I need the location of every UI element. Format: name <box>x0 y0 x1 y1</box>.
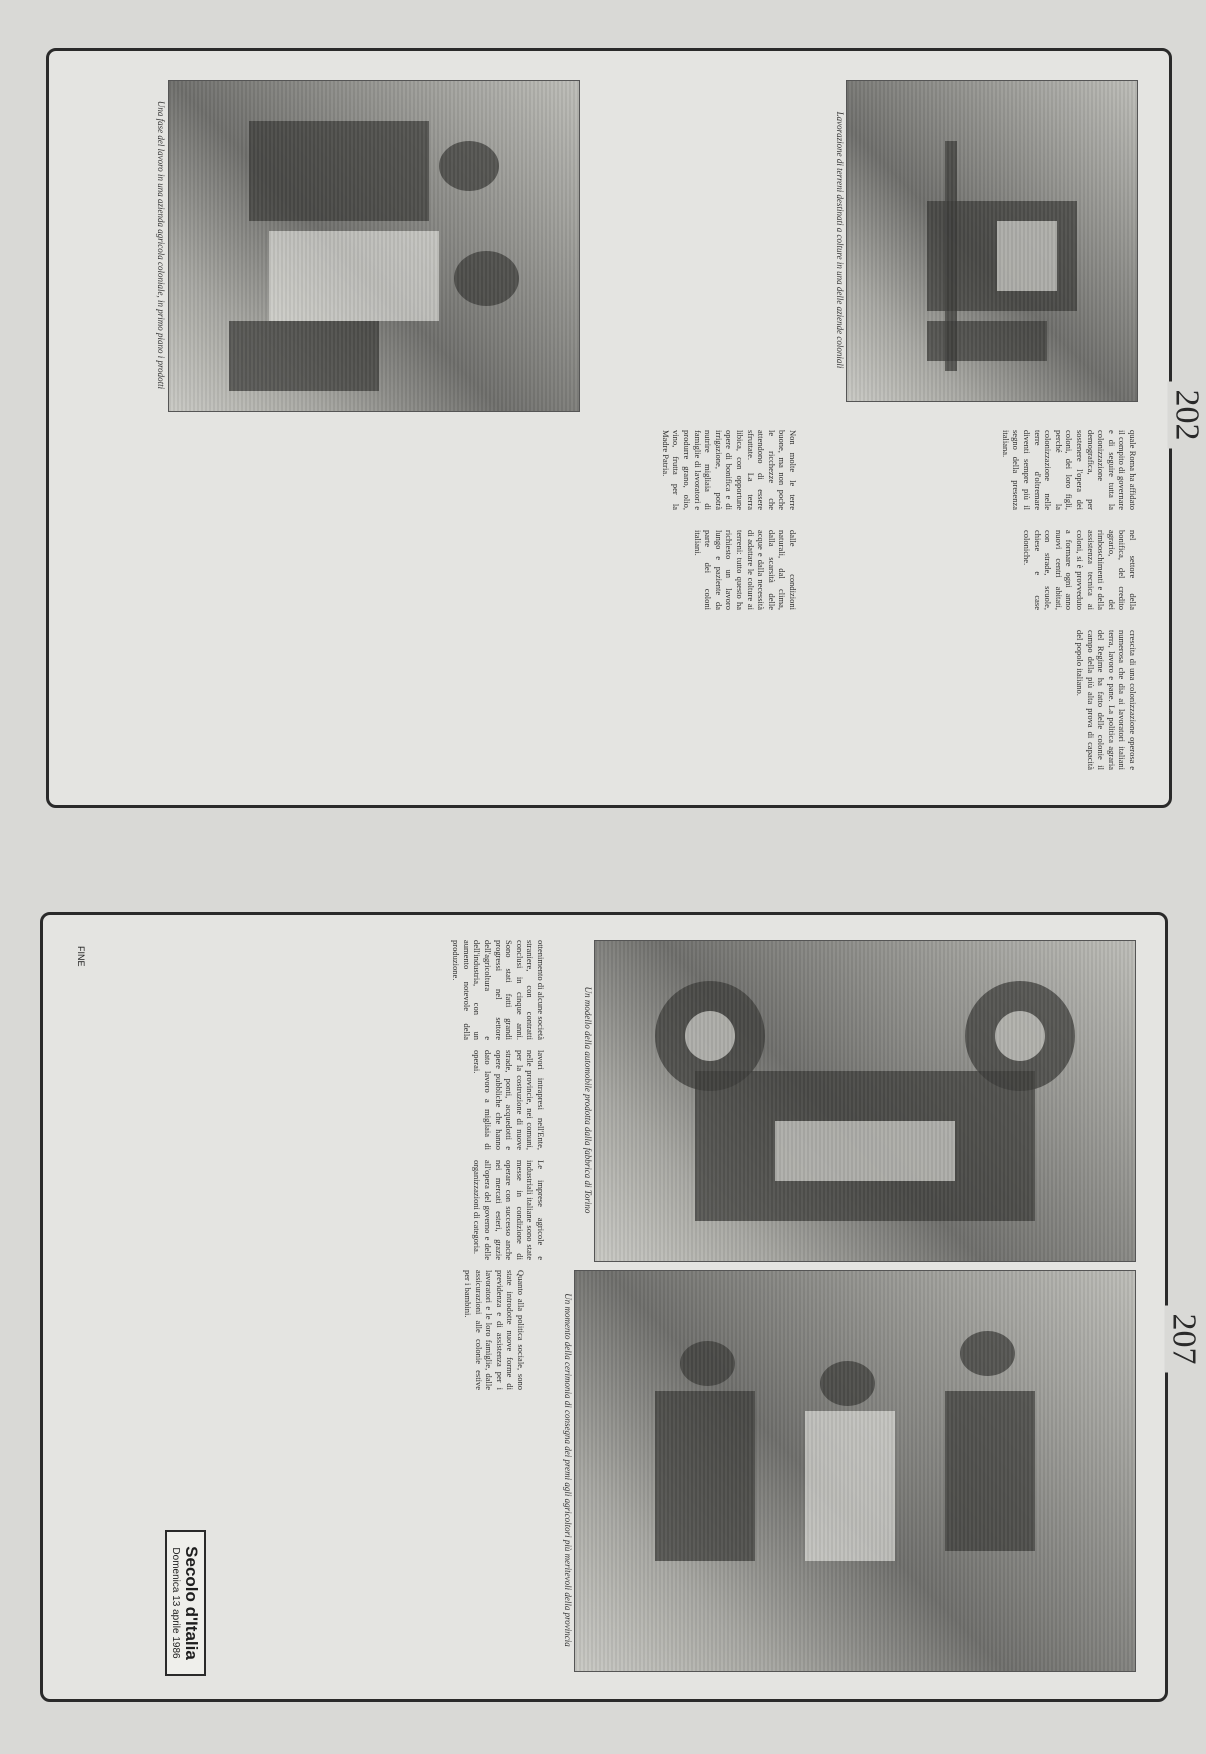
end-mark: FINE <box>76 946 86 967</box>
photo-caption-1: Lavorazione di terreni destinati a colture in una delle aziende coloniali <box>835 111 845 369</box>
page-number-207: 207 <box>1165 1306 1203 1373</box>
text-column: lavori intrapresi nell'Ente, nelle provincie, nei comuni, per la costruzione di nuove strade, ponti, acquedotti e opere pubbliche che hanno dato lavoro a migliaia di operai. <box>472 1050 546 1150</box>
photo-caption-1: Un modello della automobile prodotta dalla fabbrica di Torino <box>583 986 593 1214</box>
photo-caption-2: Un momento della cerimonia di consegna dei premi agli agricoltori più meritevoli della provincia <box>563 1293 573 1647</box>
masthead-title: Secolo d'Italia <box>182 1546 201 1660</box>
text-column: Non molte le terre buone, ma non poche le ricchezze che attendono di essere sfruttate. La terra libica, con opportune opere di bonifica e di irrigazione, potrà nutrire migliaia di famiglie di lavoratori e produrre grano, olio, vino, frutta per la Madre Patria. <box>660 430 798 510</box>
photo-ceremony <box>574 1270 1136 1672</box>
page-number-202: 202 <box>1168 382 1206 449</box>
text-column: Quanto alla politica sociale, sono state introdotte nuove forme di previdenza e di assistenza per i lavoratori e le loro famiglie, dalle assicurazioni alle colonie estive per i bambini. <box>463 1270 526 1390</box>
photo-car <box>594 940 1136 1262</box>
masthead <box>165 1530 206 1676</box>
text-column: dalle condizioni naturali, dal clima, dalla scarsità delle acque e dalla necessità di adattare le colture ai terreni: tutto questo ha richiesto un lavoro lungo e paziente da parte dei coloni italiani. <box>692 530 798 610</box>
text-column: crescita di una colonizzazione operosa e numerosa che dia ai lavoratori italiani terra, lavoro e pane. La politica agraria del Regime ha fatto delle colonie il campo della più alta prova di capacità del popolo italiano. <box>1075 630 1138 770</box>
text-column: nel settore della bonifica, del credito agrario, dei rimboschimenti e della assistenza tecnica ai coloni, si è provveduto a formare ogni anno nuovi centri abitati, con strade, scuole, chiese e case coloniche. <box>1022 530 1138 610</box>
page-202-content <box>54 70 1148 790</box>
text-column: ottenimento di alcune società straniere, con contratti conclusi in cinque anni. Sono stati fatti grandi progressi nel settore dell'agricoltura e dell'industria, con un aumento notevole della produzione. <box>451 940 546 1040</box>
page-207-content <box>50 930 1146 1684</box>
photo-caption-2: Una fase del lavoro in una azienda agricola coloniale, in primo piano i prodotti <box>156 100 166 390</box>
text-column: Le imprese agricole e industriali italiane sono state messe in condizione di operare con successo anche nei mercati esteri, grazie all'opera del governo e delle organizzazioni di categoria. <box>472 1160 546 1260</box>
text-column: quale Roma ha affidato il compito di governare e di seguire tutta la colonizzazione demografica, per sostenere l'opera dei coloni, dei loro figli, perché la colonizzazione nelle terre d'oltremare diventi sempre più il segno della presenza italiana. <box>1000 430 1138 510</box>
masthead-date: Domenica 13 aprile 1986 <box>170 1547 181 1659</box>
photo-workers <box>168 80 580 412</box>
photo-machinery <box>846 80 1138 402</box>
